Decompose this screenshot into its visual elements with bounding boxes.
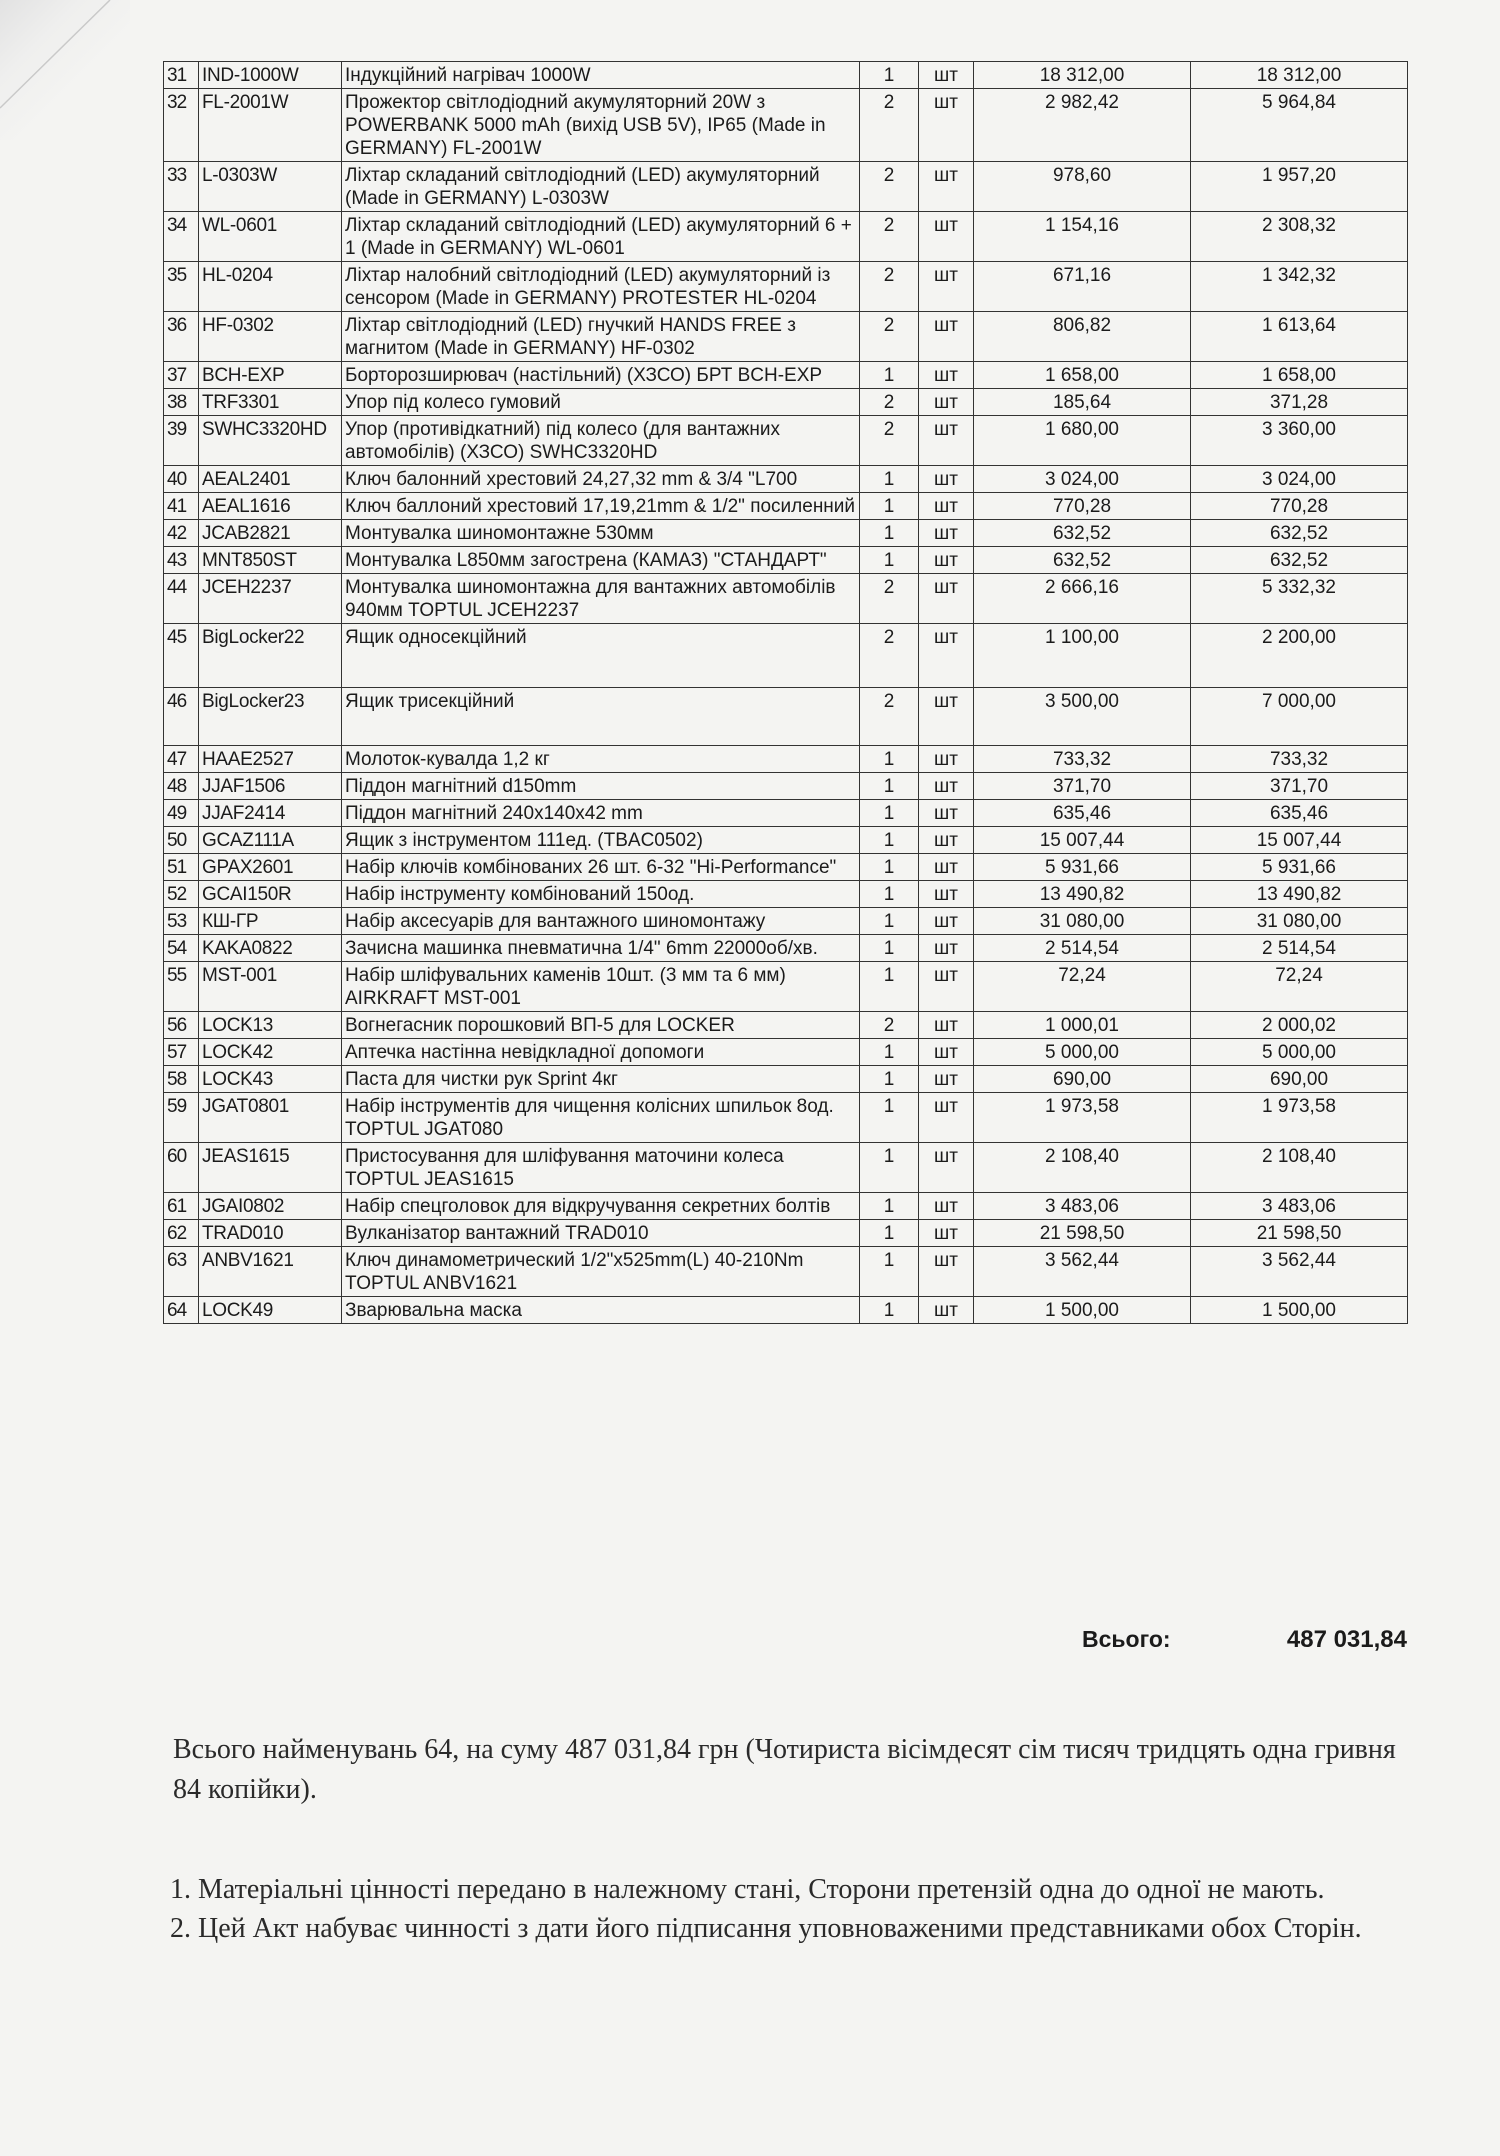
- item-name: Ліхтар налобний світлодіодний (LED) акумуляторний із сенсором (Made in GERMANY) PROTESTER HL-0204: [342, 262, 860, 312]
- item-name: Піддон магнітний 240х140х42 mm: [342, 800, 860, 827]
- table-row: [164, 1143, 1408, 1193]
- item-quantity: 2: [860, 416, 919, 466]
- item-unit: шт: [919, 312, 974, 362]
- item-name: Монтувалка шиномонтажне 530мм: [342, 520, 860, 547]
- item-unit: шт: [919, 389, 974, 416]
- item-unit: шт: [919, 1143, 974, 1193]
- item-quantity: 1: [860, 908, 919, 935]
- item-price: 978,60: [974, 162, 1191, 212]
- item-sum: 2 514,54: [1191, 935, 1408, 962]
- item-unit: шт: [919, 162, 974, 212]
- row-number: 44: [164, 574, 199, 624]
- item-name: Паста для чистки рук Sprint 4кг: [342, 1066, 860, 1093]
- item-name: Вулканізатор вантажний TRAD010: [342, 1220, 860, 1247]
- item-name: Піддон магнітний d150mm: [342, 773, 860, 800]
- item-unit: шт: [919, 1247, 974, 1297]
- item-unit: шт: [919, 935, 974, 962]
- item-sum: 635,46: [1191, 800, 1408, 827]
- row-number: 58: [164, 1066, 199, 1093]
- item-quantity: 1: [860, 62, 919, 89]
- item-unit: шт: [919, 520, 974, 547]
- item-price: 185,64: [974, 389, 1191, 416]
- item-unit: шт: [919, 1297, 974, 1324]
- item-code: LOCK42: [199, 1039, 342, 1066]
- item-price: 632,52: [974, 520, 1191, 547]
- item-price: 3 500,00: [974, 688, 1191, 746]
- item-price: 1 100,00: [974, 624, 1191, 688]
- row-number: 52: [164, 881, 199, 908]
- item-quantity: 1: [860, 800, 919, 827]
- item-code: HL-0204: [199, 262, 342, 312]
- summary-text: Всього найменувань 64, на суму 487 031,84 грн (Чотириста вісімдесят сім тисяч тридцять одна гривня 84 копійки).: [173, 1734, 1396, 1805]
- table-row: [164, 624, 1408, 688]
- row-number: 56: [164, 1012, 199, 1039]
- item-code: JGAI0802: [199, 1193, 342, 1220]
- table-row: [164, 854, 1408, 881]
- table-row: [164, 466, 1408, 493]
- table-row: [164, 962, 1408, 1012]
- item-unit: шт: [919, 262, 974, 312]
- item-quantity: 1: [860, 1039, 919, 1066]
- item-price: 2 108,40: [974, 1143, 1191, 1193]
- item-name: Ящик з інструментом 111ед. (TBAC0502): [342, 827, 860, 854]
- item-sum: 1 500,00: [1191, 1297, 1408, 1324]
- item-price: 3 024,00: [974, 466, 1191, 493]
- item-sum: 2 200,00: [1191, 624, 1408, 688]
- item-price: 5 000,00: [974, 1039, 1191, 1066]
- item-name: Монтувалка шиномонтажна для вантажних автомобілів 940мм TOPTUL JCEH2237: [342, 574, 860, 624]
- item-name: Ящик трисекційний: [342, 688, 860, 746]
- table-row: [164, 1012, 1408, 1039]
- item-code: MNT850ST: [199, 547, 342, 574]
- item-price: 21 598,50: [974, 1220, 1191, 1247]
- item-quantity: 2: [860, 89, 919, 162]
- item-quantity: 2: [860, 212, 919, 262]
- item-price: 18 312,00: [974, 62, 1191, 89]
- item-sum: 1 342,32: [1191, 262, 1408, 312]
- item-name: Ліхтар складаний світлодіодний (LED) акумуляторний (Made in GERMANY) L-0303W: [342, 162, 860, 212]
- row-number: 36: [164, 312, 199, 362]
- row-number: 42: [164, 520, 199, 547]
- row-number: 35: [164, 262, 199, 312]
- item-name: Упор під колесо гумовий: [342, 389, 860, 416]
- item-sum: 1 658,00: [1191, 362, 1408, 389]
- row-number: 43: [164, 547, 199, 574]
- item-quantity: 2: [860, 312, 919, 362]
- item-price: 31 080,00: [974, 908, 1191, 935]
- item-code: JJAF2414: [199, 800, 342, 827]
- item-name: Ключ балонний хрестовий 24,27,32 mm & 3/4 "L700: [342, 466, 860, 493]
- row-number: 47: [164, 746, 199, 773]
- item-sum: 21 598,50: [1191, 1220, 1408, 1247]
- item-name: Молоток-кувалда 1,2 кг: [342, 746, 860, 773]
- row-number: 48: [164, 773, 199, 800]
- row-number: 45: [164, 624, 199, 688]
- item-quantity: 2: [860, 162, 919, 212]
- item-sum: 15 007,44: [1191, 827, 1408, 854]
- item-code: LOCK43: [199, 1066, 342, 1093]
- item-code: AEAL1616: [199, 493, 342, 520]
- item-sum: 690,00: [1191, 1066, 1408, 1093]
- item-quantity: 1: [860, 547, 919, 574]
- item-code: JCAB2821: [199, 520, 342, 547]
- row-number: 41: [164, 493, 199, 520]
- item-code: КШ-ГР: [199, 908, 342, 935]
- item-sum: 31 080,00: [1191, 908, 1408, 935]
- item-price: 2 982,42: [974, 89, 1191, 162]
- item-name: Індукційний нагрівач 1000W: [342, 62, 860, 89]
- item-sum: 1 957,20: [1191, 162, 1408, 212]
- item-price: 1 680,00: [974, 416, 1191, 466]
- item-code: ANBV1621: [199, 1247, 342, 1297]
- item-price: 1 973,58: [974, 1093, 1191, 1143]
- item-name: Ящик односекційний: [342, 624, 860, 688]
- item-unit: шт: [919, 773, 974, 800]
- item-code: JGAT0801: [199, 1093, 342, 1143]
- item-price: 1 500,00: [974, 1297, 1191, 1324]
- item-code: TRAD010: [199, 1220, 342, 1247]
- row-number: 32: [164, 89, 199, 162]
- table-row: [164, 62, 1408, 89]
- item-sum: 770,28: [1191, 493, 1408, 520]
- row-number: 50: [164, 827, 199, 854]
- item-code: HAAE2527: [199, 746, 342, 773]
- item-price: 806,82: [974, 312, 1191, 362]
- item-quantity: 1: [860, 493, 919, 520]
- item-sum: 3 562,44: [1191, 1247, 1408, 1297]
- item-name: Набір ключів комбінованих 26 шт. 6-32 "Hi-Performance": [342, 854, 860, 881]
- item-code: SWHC3320HD: [199, 416, 342, 466]
- item-quantity: 1: [860, 362, 919, 389]
- item-unit: шт: [919, 1066, 974, 1093]
- item-code: JEAS1615: [199, 1143, 342, 1193]
- item-sum: 2 000,02: [1191, 1012, 1408, 1039]
- item-unit: шт: [919, 800, 974, 827]
- item-quantity: 2: [860, 688, 919, 746]
- table-row: [164, 800, 1408, 827]
- item-name: Ліхтар складаний світлодіодний (LED) акумуляторний 6 + 1 (Made in GERMANY) WL-0601: [342, 212, 860, 262]
- item-price: 1 000,01: [974, 1012, 1191, 1039]
- row-number: 60: [164, 1143, 199, 1193]
- item-code: GPAX2601: [199, 854, 342, 881]
- item-quantity: 2: [860, 1012, 919, 1039]
- item-sum: 2 308,32: [1191, 212, 1408, 262]
- table-row: [164, 935, 1408, 962]
- item-sum: 632,52: [1191, 547, 1408, 574]
- item-quantity: 1: [860, 1093, 919, 1143]
- item-quantity: 1: [860, 1297, 919, 1324]
- table-row: [164, 827, 1408, 854]
- item-sum: 5 964,84: [1191, 89, 1408, 162]
- item-price: 3 483,06: [974, 1193, 1191, 1220]
- table-row: [164, 1093, 1408, 1143]
- item-quantity: 1: [860, 1220, 919, 1247]
- row-number: 39: [164, 416, 199, 466]
- item-unit: шт: [919, 1012, 974, 1039]
- item-name: Аптечка настінна невідкладної допомоги: [342, 1039, 860, 1066]
- item-quantity: 2: [860, 389, 919, 416]
- item-name: Ключ баллоний хрестовий 17,19,21mm & 1/2" посиленний: [342, 493, 860, 520]
- item-sum: 1 973,58: [1191, 1093, 1408, 1143]
- item-sum: 2 108,40: [1191, 1143, 1408, 1193]
- table-row: [164, 389, 1408, 416]
- item-quantity: 1: [860, 881, 919, 908]
- item-quantity: 1: [860, 1143, 919, 1193]
- table-row: [164, 416, 1408, 466]
- item-name: Набір спецголовок для відкручування секретних болтів: [342, 1193, 860, 1220]
- item-quantity: 2: [860, 574, 919, 624]
- item-sum: 3 024,00: [1191, 466, 1408, 493]
- item-price: 371,70: [974, 773, 1191, 800]
- item-unit: шт: [919, 1193, 974, 1220]
- item-code: GCAZ111A: [199, 827, 342, 854]
- items-table-body: [164, 62, 1408, 1324]
- item-code: GCAI150R: [199, 881, 342, 908]
- item-price: 690,00: [974, 1066, 1191, 1093]
- item-sum: 18 312,00: [1191, 62, 1408, 89]
- item-quantity: 1: [860, 827, 919, 854]
- item-name: Ключ динамометрический 1/2"х525mm(L) 40-210Nm TOPTUL ANBV1621: [342, 1247, 860, 1297]
- item-unit: шт: [919, 416, 974, 466]
- table-row: [164, 1247, 1408, 1297]
- item-quantity: 2: [860, 262, 919, 312]
- item-price: 5 931,66: [974, 854, 1191, 881]
- item-unit: шт: [919, 854, 974, 881]
- item-sum: 13 490,82: [1191, 881, 1408, 908]
- item-sum: 733,32: [1191, 746, 1408, 773]
- item-unit: шт: [919, 62, 974, 89]
- item-code: L-0303W: [199, 162, 342, 212]
- item-unit: шт: [919, 493, 974, 520]
- table-row: [164, 493, 1408, 520]
- table-row: [164, 688, 1408, 746]
- row-number: 62: [164, 1220, 199, 1247]
- item-unit: шт: [919, 574, 974, 624]
- notes-section: [160, 1870, 1415, 1948]
- item-price: 2 514,54: [974, 935, 1191, 962]
- row-number: 61: [164, 1193, 199, 1220]
- row-number: 53: [164, 908, 199, 935]
- items-table: [163, 61, 1408, 1324]
- row-number: 54: [164, 935, 199, 962]
- total-label: Всього:: [1082, 1626, 1171, 1652]
- item-code: JCEH2237: [199, 574, 342, 624]
- item-unit: шт: [919, 547, 974, 574]
- table-row: [164, 574, 1408, 624]
- item-sum: 3 483,06: [1191, 1193, 1408, 1220]
- item-unit: шт: [919, 881, 974, 908]
- table-row: [164, 89, 1408, 162]
- item-unit: шт: [919, 624, 974, 688]
- item-unit: шт: [919, 466, 974, 493]
- item-code: LOCK49: [199, 1297, 342, 1324]
- item-name: Монтувалка L850мм загострена (КАМАЗ) "СТАНДАРТ": [342, 547, 860, 574]
- item-code: TRF3301: [199, 389, 342, 416]
- item-price: 632,52: [974, 547, 1191, 574]
- item-sum: 371,28: [1191, 389, 1408, 416]
- item-price: 72,24: [974, 962, 1191, 1012]
- item-name: Зварювальна маска: [342, 1297, 860, 1324]
- item-code: BCH-EXP: [199, 362, 342, 389]
- table-row: [164, 1193, 1408, 1220]
- item-name: Прожектор світлодіодний акумуляторний 20W з POWERBANK 5000 mAh (вихід USB 5V), IP65 (Made in GERMANY) FL-2001W: [342, 89, 860, 162]
- table-row: [164, 908, 1408, 935]
- item-code: FL-2001W: [199, 89, 342, 162]
- paper-fold-line: [0, 0, 160, 110]
- table-row: [164, 773, 1408, 800]
- item-sum: 7 000,00: [1191, 688, 1408, 746]
- item-code: AEAL2401: [199, 466, 342, 493]
- row-number: 40: [164, 466, 199, 493]
- item-quantity: 1: [860, 1247, 919, 1297]
- item-price: 635,46: [974, 800, 1191, 827]
- item-sum: 371,70: [1191, 773, 1408, 800]
- item-price: 15 007,44: [974, 827, 1191, 854]
- table-row: [164, 1297, 1408, 1324]
- table-row: [164, 881, 1408, 908]
- note-item: 1. Матеріальні цінності передано в належному стані, Сторони претензій одна до одної не мають.: [170, 1874, 1325, 1905]
- item-name: Набір аксесуарів для вантажного шиномонтажу: [342, 908, 860, 935]
- item-unit: шт: [919, 962, 974, 1012]
- item-sum: 632,52: [1191, 520, 1408, 547]
- row-number: 59: [164, 1093, 199, 1143]
- item-unit: шт: [919, 827, 974, 854]
- item-code: KAKA0822: [199, 935, 342, 962]
- item-code: MST-001: [199, 962, 342, 1012]
- item-quantity: 1: [860, 1066, 919, 1093]
- row-number: 57: [164, 1039, 199, 1066]
- item-name: Набір інструментів для чищення колісних шпильок 8од. TOPTUL JGAT080: [342, 1093, 860, 1143]
- item-price: 1 658,00: [974, 362, 1191, 389]
- item-name: Вогнегасник порошковий ВП-5 для LOCKER: [342, 1012, 860, 1039]
- item-name: Пристосування для шліфування маточини колеса TOPTUL JEAS1615: [342, 1143, 860, 1193]
- table-row: [164, 312, 1408, 362]
- row-number: 38: [164, 389, 199, 416]
- table-row: [164, 1039, 1408, 1066]
- item-unit: шт: [919, 908, 974, 935]
- item-name: Упор (противідкатний) під колесо (для вантажних автомобілів) (ХЗСО) SWHC3320HD: [342, 416, 860, 466]
- item-sum: 5 000,00: [1191, 1039, 1408, 1066]
- item-unit: шт: [919, 212, 974, 262]
- item-quantity: 1: [860, 466, 919, 493]
- row-number: 33: [164, 162, 199, 212]
- table-row: [164, 547, 1408, 574]
- table-row: [164, 746, 1408, 773]
- item-quantity: 1: [860, 854, 919, 881]
- item-sum: 3 360,00: [1191, 416, 1408, 466]
- item-unit: шт: [919, 89, 974, 162]
- row-number: 37: [164, 362, 199, 389]
- row-number: 49: [164, 800, 199, 827]
- item-sum: 72,24: [1191, 962, 1408, 1012]
- item-price: 671,16: [974, 262, 1191, 312]
- item-quantity: 1: [860, 773, 919, 800]
- item-code: BigLocker22: [199, 624, 342, 688]
- item-price: 733,32: [974, 746, 1191, 773]
- total-value: 487 031,84: [1286, 1626, 1407, 1653]
- item-unit: шт: [919, 1093, 974, 1143]
- item-name: Набір шліфувальних каменів 10шт. (3 мм та 6 мм) AIRKRAFT MST-001: [342, 962, 860, 1012]
- item-quantity: 1: [860, 935, 919, 962]
- item-quantity: 1: [860, 746, 919, 773]
- item-quantity: 1: [860, 1193, 919, 1220]
- note-item: 2. Цей Акт набуває чинності з дати його підписання уповноваженими представниками обох Сторін.: [170, 1913, 1362, 1944]
- item-price: 3 562,44: [974, 1247, 1191, 1297]
- item-unit: шт: [919, 688, 974, 746]
- table-row: [164, 1066, 1408, 1093]
- item-name: Борторозширювач (настільний) (ХЗСО) БРТ BCH-EXP: [342, 362, 860, 389]
- row-number: 46: [164, 688, 199, 746]
- item-unit: шт: [919, 746, 974, 773]
- item-code: WL-0601: [199, 212, 342, 262]
- row-number: 64: [164, 1297, 199, 1324]
- item-code: JJAF1506: [199, 773, 342, 800]
- item-quantity: 2: [860, 624, 919, 688]
- item-name: Ліхтар світлодіодний (LED) гнучкий HANDS FREE з магнитом (Made in GERMANY) HF-0302: [342, 312, 860, 362]
- table-row: [164, 362, 1408, 389]
- item-code: LOCK13: [199, 1012, 342, 1039]
- item-price: 770,28: [974, 493, 1191, 520]
- row-number: 34: [164, 212, 199, 262]
- item-sum: 5 332,32: [1191, 574, 1408, 624]
- item-quantity: 1: [860, 520, 919, 547]
- row-number: 63: [164, 1247, 199, 1297]
- item-name: Зачисна машинка пневматична 1/4" 6mm 22000об/хв.: [342, 935, 860, 962]
- item-price: 13 490,82: [974, 881, 1191, 908]
- item-sum: 1 613,64: [1191, 312, 1408, 362]
- table-row: [164, 212, 1408, 262]
- table-row: [164, 162, 1408, 212]
- item-unit: шт: [919, 362, 974, 389]
- row-number: 51: [164, 854, 199, 881]
- item-unit: шт: [919, 1220, 974, 1247]
- row-number: 55: [164, 962, 199, 1012]
- item-sum: 5 931,66: [1191, 854, 1408, 881]
- table-row: [164, 262, 1408, 312]
- item-unit: шт: [919, 1039, 974, 1066]
- item-quantity: 1: [860, 962, 919, 1012]
- table-row: [164, 520, 1408, 547]
- item-price: 2 666,16: [974, 574, 1191, 624]
- table-row: [164, 1220, 1408, 1247]
- item-code: HF-0302: [199, 312, 342, 362]
- item-code: BigLocker23: [199, 688, 342, 746]
- item-price: 1 154,16: [974, 212, 1191, 262]
- item-code: IND-1000W: [199, 62, 342, 89]
- row-number: 31: [164, 62, 199, 89]
- item-name: Набір інструменту комбінований 150од.: [342, 881, 860, 908]
